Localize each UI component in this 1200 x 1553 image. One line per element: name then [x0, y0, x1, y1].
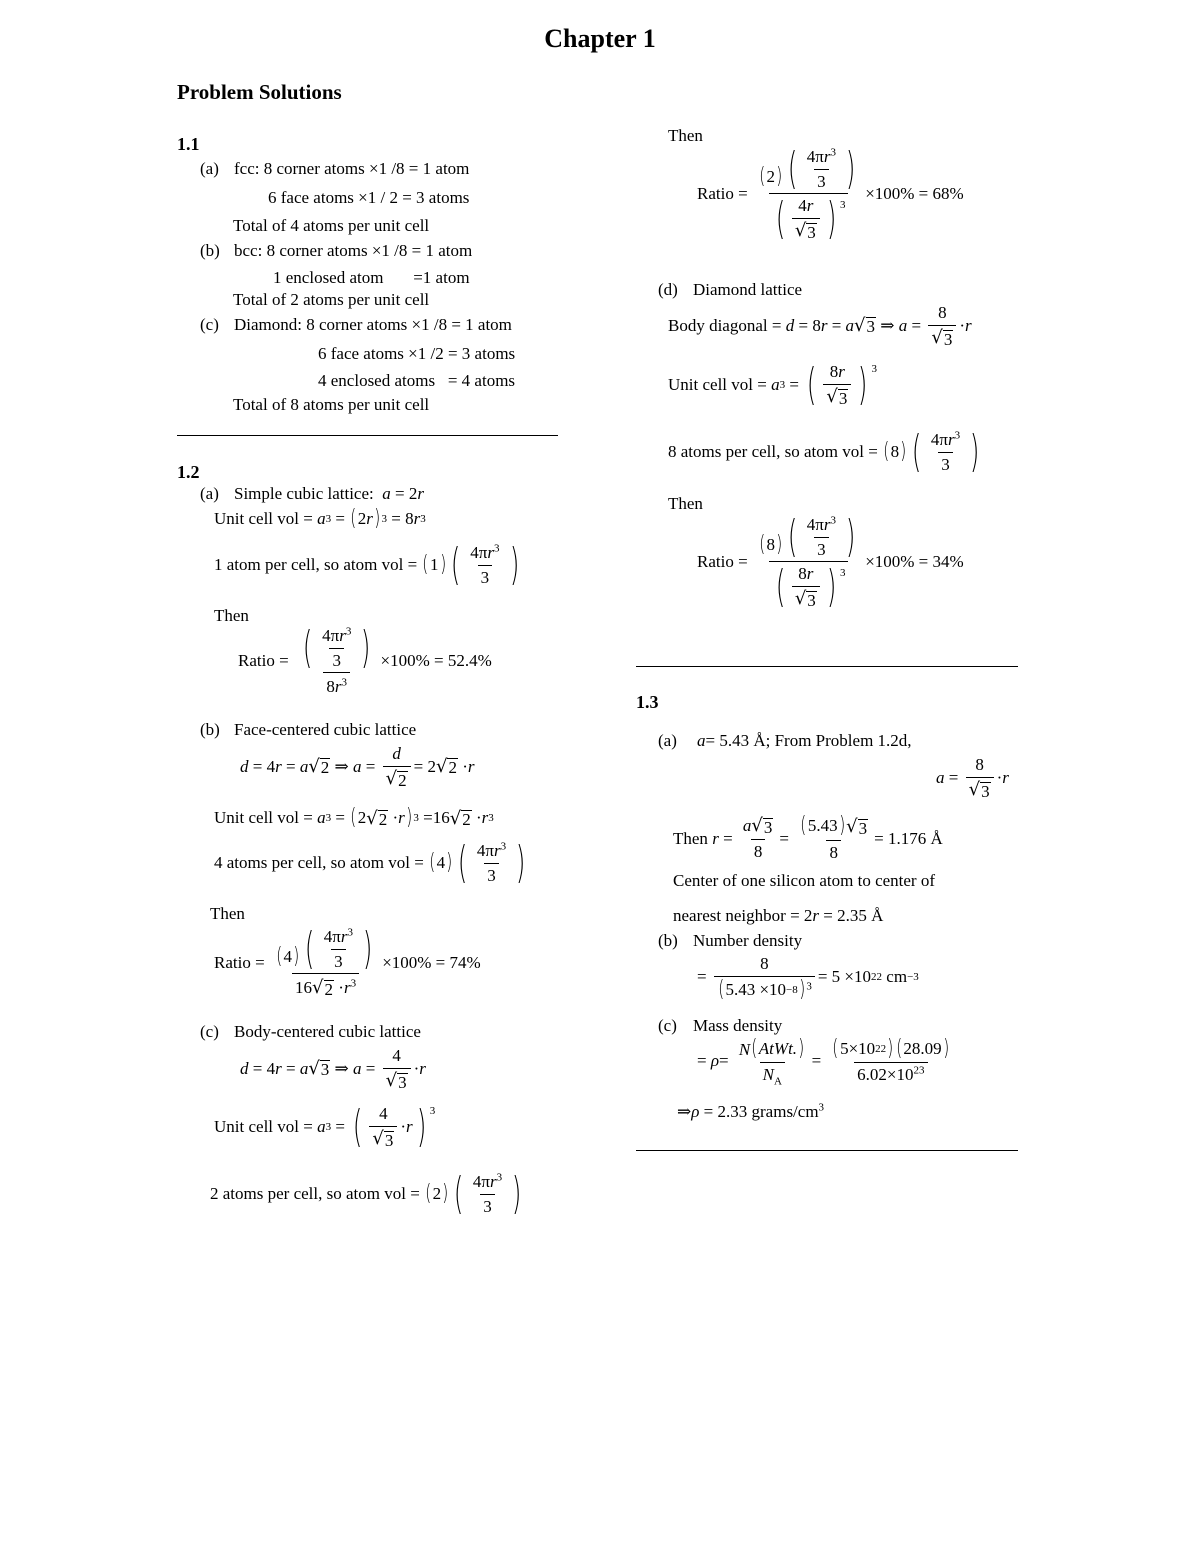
- center-to-center-text: Center of one silicon atom to center of: [673, 871, 935, 890]
- atom-vol-label: 8 atoms per cell, so atom vol: [668, 442, 864, 462]
- fcc-atom-vol: 4 atoms per cell, so atom vol = ( 4 ) ( $\frac{4\pi r^3}{3}$ ): [214, 837, 526, 889]
- mass-density-exp: 3: [818, 1101, 825, 1114]
- number-density-eq: = 8 ( 5.43 ×10 −8 ) $^3$ = 5 ×10 22 cm −3: [697, 954, 919, 1002]
- fcc-total: Total of 4 atoms per unit cell: [233, 216, 430, 235]
- simple-cubic-label: Simple cubic lattice:: [234, 484, 374, 503]
- section-divider: [177, 435, 558, 436]
- bcc-title: Body-centered cubic lattice: [234, 1022, 421, 1041]
- problem-number-1-1: 1.1: [177, 134, 200, 154]
- unit-cell-vol-label: Unit cell vol: [214, 509, 299, 528]
- number-density-title: Number density: [693, 931, 803, 950]
- unit-cell-vol-label: Unit cell vol: [214, 808, 299, 827]
- bcc-total: Total of 2 atoms per unit cell: [233, 290, 430, 309]
- diamond-ratio: Ratio = ( 8 ) ( $\frac{4\pi r^3}{3}$ ) ( 8r √ 3 ) $^3$ ×100% = 34%: [697, 511, 964, 612]
- part-label: (a): [658, 731, 677, 750]
- then-label: Then: [673, 828, 708, 848]
- diamond-enclosed-line: 4 enclosed atoms = 4 atoms: [318, 371, 516, 390]
- ratio-result: ×100% = 52.4%: [380, 651, 492, 671]
- a-formula: a = 8 √ 3 · r: [936, 755, 1009, 801]
- then-label: Then: [668, 494, 703, 513]
- part-label: (b): [200, 241, 220, 260]
- number-density-value: = 5 ×10: [817, 967, 872, 987]
- atom-vol-label: 1 atom per cell, so atom vol: [214, 555, 404, 575]
- nearest-neighbor-eq: nearest neighbor = 2r = 2.35 Å: [673, 906, 884, 925]
- atom-vol-label: 4 atoms per cell, so atom vol: [214, 853, 410, 873]
- ratio-result: ×100% = 34%: [865, 552, 964, 572]
- atom-vol-label: 2 atoms per cell, so atom vol: [210, 1184, 406, 1204]
- diamond-diagonal-eq: Body diagonal = d = 8 r = a √ 3 ⇒ a = 8 √ 3 · r: [668, 303, 972, 349]
- bcc-diagonal-eq: d = 4 r = a √ 3 ⇒ a = 4 √ 3 · r: [240, 1046, 426, 1092]
- section-divider: [636, 1150, 1018, 1151]
- unit-cell-vol-label: Unit cell vol: [668, 374, 753, 394]
- ratio-label: Ratio: [238, 651, 275, 671]
- diamond-unit-cell-vol: Unit cell vol = a 3 = ( 8r √ 3 ) $^3$: [668, 358, 877, 410]
- sc-atom-vol: 1 atom per cell, so atom vol = ( 1 ) ( $\frac{4\pi r^3}{3}$ ): [214, 539, 519, 591]
- part-label: (d): [658, 280, 678, 299]
- lattice-constant-value: = 5.43 Å: [705, 731, 766, 750]
- bcc-unit-cell-vol: Unit cell vol = a 3 = ( 4 √ 3 · r ) $^3$: [214, 1100, 436, 1152]
- diamond-corner-line: Diamond: 8 corner atoms ×1 /8 = 1 atom: [234, 315, 512, 334]
- sc-ratio: Ratio = ( $\frac{4\pi r^3}{3}$ ) $8r^3$ ×100% = 52.4%: [238, 622, 492, 697]
- part-label: (a): [200, 484, 219, 503]
- number-density-unit: cm: [886, 967, 908, 987]
- bcc-atom-vol: 2 atoms per cell, so atom vol = ( 2 ) ( $\frac{4\pi r^3}{3}$ ): [210, 1168, 522, 1220]
- mass-density-value: = 2.33 grams/cm: [703, 1102, 819, 1121]
- page-title: Chapter 1: [544, 24, 656, 53]
- diamond-title: Diamond lattice: [693, 280, 803, 299]
- ratio-label: Ratio: [697, 552, 734, 572]
- diamond-face-line: 6 face atoms ×1 /2 = 3 atoms: [318, 344, 516, 363]
- ratio-label: Ratio: [214, 952, 251, 972]
- unit-cell-vol-label: Unit cell vol: [214, 1116, 299, 1136]
- nearest-neighbor-label: nearest neighbor: [673, 906, 786, 925]
- fcc-diagonal-eq: d = 4 r = a √ 2 ⇒ a = d √ 2 = 2 √ 2 · r: [240, 744, 475, 790]
- part-label: (c): [200, 1022, 219, 1041]
- radius-eq: Then r = a √ 3 8 = ( 5.43 ) √ 3 8 = 1.176 Å: [673, 813, 943, 862]
- diamond-atom-vol: 8 atoms per cell, so atom vol = ( 8 ) ( $\frac{4\pi r^3}{3}$ ): [668, 426, 980, 478]
- nearest-neighbor-value: = 2.35 Å: [823, 906, 884, 925]
- then-label: Then: [214, 606, 249, 625]
- a-equals-2r: a = 2r: [382, 484, 424, 503]
- fcc-title: Face-centered cubic lattice: [234, 720, 417, 739]
- bcc-ratio: Ratio = ( 2 ) ( $\frac{4\pi r^3}{3}$ ) ( 4r √ 3 ) $^3$ ×100% = 68%: [697, 143, 964, 244]
- part-label: (c): [658, 1016, 677, 1035]
- radius-value: = 1.176 Å: [874, 828, 943, 848]
- problem-number-1-3: 1.3: [636, 692, 659, 712]
- part-label: (c): [200, 315, 219, 334]
- fcc-ratio: Ratio = ( 4 ) ( $\frac{4\pi r^3}{3}$ ) 16 √ 2 $\cdot r^3$ ×100% = 74%: [214, 923, 481, 1000]
- mass-density-result: ⇒ρ = 2.33 grams/$cm^3$: [677, 1101, 825, 1121]
- simple-cubic-title: [234, 484, 424, 504]
- ratio-result: ×100% = 74%: [382, 952, 481, 972]
- mass-density-title: Mass density: [693, 1016, 783, 1035]
- then-label: Then: [210, 904, 245, 923]
- problem-number-1-2: 1.2: [177, 462, 200, 482]
- part-label: (b): [200, 720, 220, 739]
- mass-density-eq: = ρ = N ( AtWt. ) $N_A$ = ( 5×10 22 ) ( 28.09 ) $6.02\times 10^{23}$: [697, 1036, 949, 1088]
- bcc-enclosed-line: 1 enclosed atom =1 atom: [273, 268, 470, 287]
- ratio-result: ×100% = 68%: [865, 184, 964, 204]
- body-diagonal-label: Body diagonal: [668, 315, 768, 335]
- then-label: Then: [668, 126, 703, 145]
- from-problem-note: ; From Problem 1.2d,: [765, 731, 912, 750]
- section-divider: [636, 666, 1018, 667]
- fcc-face-line: 6 face atoms ×1 / 2 = 3 atoms: [268, 188, 470, 207]
- part-label: (a): [200, 159, 219, 178]
- ratio-label: Ratio: [697, 184, 734, 204]
- lattice-constant-eq: a= 5.43 Å; From Problem 1.2d,: [697, 731, 912, 750]
- sc-unit-cell-vol: Unit cell vol = a 3 = ( 2 r ) 3 = 8 r 3: [214, 506, 426, 531]
- diamond-total: Total of 8 atoms per unit cell: [233, 395, 430, 414]
- bcc-corner-line: bcc: 8 corner atoms ×1 /8 = 1 atom: [234, 241, 473, 260]
- fcc-unit-cell-vol: Unit cell vol = a 3 = ( 2 √ 2 · r ) 3 =16 √ 2 · r 3: [214, 805, 494, 830]
- part-label: (b): [658, 931, 678, 950]
- section-subtitle: Problem Solutions: [177, 80, 342, 104]
- fcc-corner-line: fcc: 8 corner atoms ×1 /8 = 1 atom: [234, 159, 470, 178]
